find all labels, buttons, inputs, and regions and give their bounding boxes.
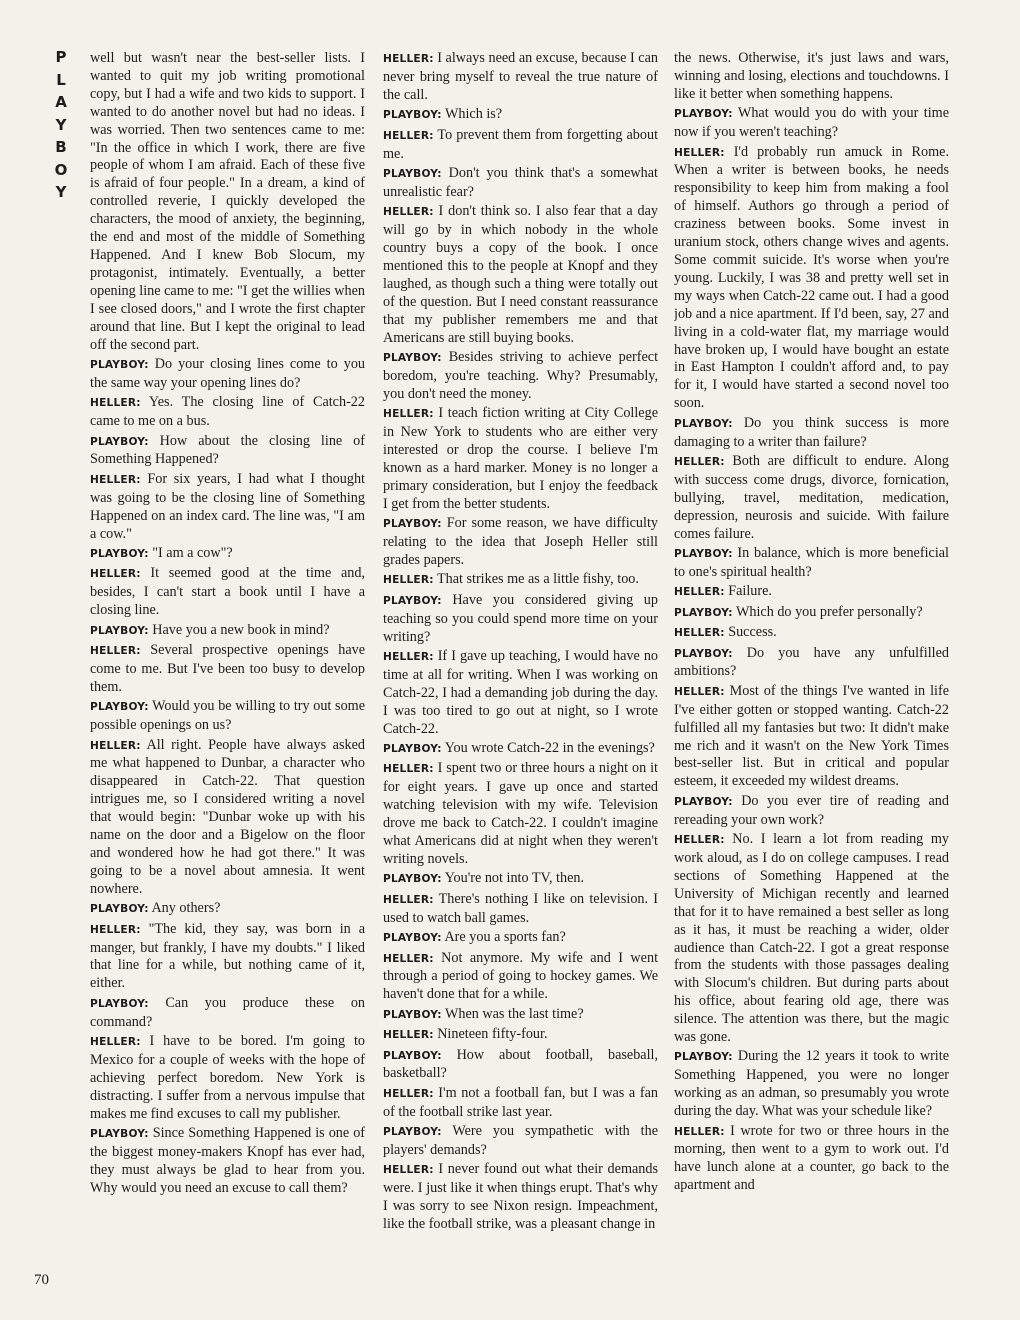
paragraph-text: How about football, baseball, basketball? [383,1046,658,1082]
interview-paragraph [383,1161,658,1234]
interview-paragraph [674,105,949,142]
paragraph-text: In balance, which is more beneficial to one's spiritual health? [674,544,949,580]
paragraph-text: I'm not a football fan, but I was a fan of the football strike last year. [383,1084,658,1120]
speaker-label: HELLER: [383,1087,434,1100]
speaker-label: HELLER: [383,1164,434,1177]
interview-paragraph [383,929,658,948]
paragraph-text: Can you produce these on command? [90,994,365,1030]
interview-paragraph [383,760,658,868]
interview-paragraph [90,433,365,470]
speaker-label: HELLER: [90,1036,141,1049]
interview-paragraph [383,891,658,928]
paragraph-text: That strikes me as a little fishy, too. [436,571,639,588]
paragraph-text: Yes. The closing line of Catch-22 came to me on a bus. [90,394,365,430]
paragraph-text: I never found out what their demands were. I just like it when things erupt. That's why I was sorry to see Nixon resign. Impeachment, like the football strike, was a pleasant change in [383,1161,658,1233]
interview-paragraph [383,950,658,1005]
interview-paragraph [383,1085,658,1122]
interview-paragraph [674,624,949,643]
speaker-label: HELLER: [383,1029,434,1042]
speaker-label: HELLER: [674,1125,725,1138]
speaker-label: PLAYBOY: [383,109,442,122]
paragraph-text: I have to be bored. I'm going to Mexico for a couple of weeks with the hope of achieving perfect boredom. New York is distracting. I suffer from a nervous impulse that makes me find excuses to call my publisher. [90,1033,365,1122]
paragraph-text: I always need an excuse, because I can never bring myself to reveal the true nature of the call. [383,50,658,103]
paragraph-text: Do you think success is more damaging to a writer than failure? [674,414,949,450]
interview-paragraph [674,1048,949,1121]
interview-paragraph [383,1006,658,1025]
paragraph-text: the news. Otherwise, it's just laws and wars, winning and losing, elections and touchdowns. I like it better when something happens. [674,50,949,102]
interview-paragraph [90,737,365,899]
brand-letter: A [55,93,67,111]
paragraph-text: Don't you think that's a somewhat unrealistic fear? [383,164,658,200]
speaker-label: PLAYBOY: [90,624,149,637]
paragraph-text: well but wasn't near the best-seller lists. I wanted to quit my job writing promotional copy, but I had a wife and two kids to support. I wanted to do another novel but had no ideas. I was worried. Then two sentences came to me: "In the office in which I work, there are five people of whom I am afraid. Each of these five is afraid of four people." In a dream, a kind of controlled reverie, I quickly developed the characters, the mood of anxiety, the beginning, the end and most of the middle of Something Happened. And I knew Bob Slocum, my protagonist, intimately. Eventually, a better opening line came to me: "I get the willies when I see closed doors," and I wrote the first chapter around that line. But I kept the original to lead off the second part. [90,50,365,353]
paragraph-text: Which is? [444,106,503,123]
interview-paragraph [90,471,365,544]
interview-paragraph [90,565,365,620]
brand-letter: Y [55,183,67,201]
speaker-label: HELLER: [90,645,141,657]
speaker-label: HELLER: [383,129,434,142]
paragraph-text: Failure. [728,583,772,600]
paragraph-text: Any others? [151,900,221,917]
interview-paragraph [383,1047,658,1084]
speaker-label: PLAYBOY: [383,167,442,180]
interview-paragraph [383,1123,658,1160]
interview-paragraph [383,740,658,759]
text-column-2 [383,50,658,1312]
paragraph-text: How about the closing line of Something Happened? [90,432,365,468]
paragraph-text: I teach fiction writing at City College in New York to students who are either very interested or drop the course. I believe I'm known as a hard marker. Money is no longer a primary consideration, but I enjoy the feedback I get from the better students. [383,405,658,512]
speaker-label: HELLER: [383,651,434,663]
brand-letter: Y [55,115,67,134]
speaker-label: PLAYBOY: [383,1049,442,1062]
speaker-label: HELLER: [90,923,141,936]
speaker-label: PLAYBOY: [90,358,149,371]
speaker-label: HELLER: [90,473,141,486]
magazine-brand-vertical [52,46,70,204]
interview-paragraph [383,203,658,347]
interview-paragraph [674,1123,949,1196]
interview-paragraph [90,921,365,994]
speaker-label: HELLER: [674,586,725,599]
speaker-label: HELLER: [674,146,725,159]
interview-paragraph [674,831,949,1047]
speaker-label: PLAYBOY: [674,547,733,560]
interview-paragraph [674,545,949,582]
paragraph-text: I spent two or three hours a night on it for eight years. I gave up once and started watching television with my wife. Television drove me back to Catch-22. I couldn't imagine what Americans did at night when they weren't writing novels. [383,760,658,867]
paragraph-text: Since Something Happened is one of the biggest money-makers Knopf has ever had, they must always be glad to hear from you. Why would you need an excuse to call them? [90,1125,365,1196]
speaker-label: HELLER: [383,952,434,965]
speaker-label: PLAYBOY: [90,701,149,714]
interview-paragraph [383,405,658,513]
interview-paragraph [383,106,658,125]
paragraph-text: I wrote for two or three hours in the morning, then went to a gym to work out. I'd have lunch alone at a counter, go back to the apartment and [674,1122,949,1194]
interview-paragraph [90,900,365,919]
interview-paragraph [674,415,949,452]
interview-paragraph [90,356,365,393]
interview-paragraph [674,604,949,623]
speaker-label: HELLER: [90,397,141,410]
paragraph-text: Do you ever tire of reading and rereading your own work? [674,792,949,828]
brand-letter: P [55,48,67,66]
paragraph-text: Nineteen fifty-four. [437,1026,548,1043]
paragraph-text: "I am a cow"? [152,544,233,561]
speaker-label: HELLER: [674,627,725,640]
paragraph-text: Were you sympathetic with the players' demands? [383,1123,658,1159]
speaker-label: HELLER: [383,574,434,587]
speaker-label: PLAYBOY: [383,1008,442,1021]
interview-paragraph [383,571,658,590]
paragraph-text: It seemed good at the time and, besides, I can't start a book until I have a closing line. [90,565,365,619]
interview-paragraph [674,453,949,544]
paragraph-text: If I gave up teaching, I would have no time at all for writing. When I was working on Catch-22, I had a demanding job during the day. I was too tired to go out at night, so I wrote Catch-22. [383,648,658,737]
paragraph-text: To prevent them from forgetting about me. [383,126,658,162]
speaker-label: HELLER: [674,685,725,698]
speaker-label: HELLER: [383,408,434,421]
interview-paragraph [383,349,658,404]
speaker-label: PLAYBOY: [674,647,733,660]
speaker-label: PLAYBOY: [674,417,733,430]
paragraph-text: Would you be willing to try out some possible openings on us? [90,698,365,734]
interview-paragraph [90,394,365,431]
continued-paragraph [674,50,949,104]
interview-paragraph [383,50,658,105]
paragraph-text: Do you have any unfulfilled ambitions? [674,644,949,680]
interview-paragraph [90,1125,365,1198]
speaker-label: PLAYBOY: [383,594,442,607]
paragraph-text: Both are difficult to endure. Along with success come drugs, divorce, fornication, bullying, travel, meditation, medication, depression, neurosis and suicide. With failure comes failure. [674,452,949,542]
brand-letter: B [55,138,67,156]
paragraph-text: All right. People have always asked me what happened to Dunbar, a character who disappeared in Catch-22. That question intrigues me, so I considered writing a novel that would begin: "Dunbar woke up with his name on the door and a Bigelow on the floor and wondered how he had got there." It was going to be a novel about amnesia. It went nowhere. [90,736,365,897]
paragraph-text: Success. [728,624,777,641]
speaker-label: PLAYBOY: [674,795,733,808]
brand-letter: L [56,70,66,89]
speaker-label: PLAYBOY: [674,606,733,619]
interview-paragraph [90,622,365,641]
speaker-label: PLAYBOY: [90,997,149,1010]
speaker-label: PLAYBOY: [674,1051,733,1064]
speaker-label: PLAYBOY: [90,435,149,448]
interview-paragraph [90,698,365,735]
speaker-label: PLAYBOY: [383,518,442,531]
interview-paragraph [383,165,658,202]
paragraph-text: Several prospective openings have come to me. But I've been too busy to develop them. [90,642,365,695]
paragraph-text: Have you considered giving up teaching so you could spend more time on your writing? [383,591,658,645]
speaker-label: PLAYBOY: [674,108,733,121]
paragraph-text: No. I learn a lot from reading my work aloud, as I do on college campuses. I read sections of Something Happened at the University of Michigan recently and learned that for it to have remained a best seller as long as it has, it must be reaching a wider, older audience than Catch-22. I got a great response from the students with those passages dealing with Slocum's children. But during parts about his office, about fearing old age, there was silence. The attention was there, but the magic was gone. [674,831,949,1046]
speaker-label: HELLER: [90,739,141,752]
paragraph-text: Which do you prefer personally? [735,603,923,620]
continued-paragraph [90,50,365,354]
speaker-label: PLAYBOY: [383,743,442,756]
paragraph-text: You wrote Catch-22 in the evenings? [444,740,655,757]
speaker-label: PLAYBOY: [90,1128,149,1141]
speaker-label: HELLER: [674,455,725,468]
speaker-label: PLAYBOY: [383,352,442,364]
interview-paragraph [383,515,658,570]
page-number: 70 [34,1272,49,1288]
speaker-label: HELLER: [383,206,434,219]
speaker-label: HELLER: [383,763,434,776]
paragraph-text: "The kid, they say, was born in a manger, but frankly, I have my doubts." I liked that line for a while, but nothing came of it, either. [90,920,365,992]
paragraph-text: Are you a sports fan? [444,929,566,946]
paragraph-text: Have you a new book in mind? [152,621,330,638]
interview-paragraph [383,1026,658,1045]
paragraph-text: For some reason, we have difficulty relating to the idea that Joseph Heller still grades papers. [383,515,658,568]
paragraph-text: What would you do with your time now if you weren't teaching? [674,105,949,141]
interview-paragraph [383,648,658,739]
interview-paragraph [90,545,365,564]
interview-paragraph [674,144,949,414]
speaker-label: HELLER: [674,834,725,847]
interview-paragraph [90,1033,365,1124]
paragraph-text: Most of the things I've wanted in life I've either gotten or stopped wanting. Catch-22 fulfilled all my fantasies but two: It didn't make me rich and it wasn't on the New York Times best-seller list. But in critical and popular esteem, it exceeded my wildest dreams. [674,682,949,790]
paragraph-text: I'd probably run amuck in Rome. When a writer is between books, he needs responsibility to keep him from making a fool of himself. Authors go through a period of craziness between books. Some invest in uranium stock, others change wives and agents. Some commit suicide. It's worse when you're young. Luckily, I was 38 and pretty well set in my ways when Catch-22 came out. I had a good job and a nice apartment. If I'd been, say, 27 and living in a cold-water flat, my marriage would have broken up, I would have bought an estate in East Hampton I couldn't afford and, to pay for it, I would have started a second novel too soon. [674,143,949,412]
speaker-label: HELLER: [383,53,434,65]
interview-paragraph [674,683,949,791]
speaker-label: PLAYBOY: [90,547,149,560]
speaker-label: PLAYBOY: [383,873,442,886]
paragraph-text: Do your closing lines come to you the same way your opening lines do? [90,355,365,391]
interview-paragraph [90,995,365,1032]
speaker-label: PLAYBOY: [90,903,149,916]
text-column-1 [90,50,365,1312]
speaker-label: HELLER: [90,568,141,581]
paragraph-text: During the 12 years it took to write Something Happened, you were no longer working as an adman, so presumably you wrote during the day. What was your schedule like? [674,1048,949,1120]
paragraph-text: There's nothing I like on television. I used to watch ball games. [383,890,658,926]
interview-paragraph [383,592,658,647]
paragraph-text: When was the last time? [444,1005,584,1022]
paragraph-text: You're not into TV, then. [444,870,585,887]
interview-paragraph [674,583,949,602]
paragraph-text: For six years, I had what I thought was going to be the closing line of Something Happened on an index card. The line was, "I am a cow." [90,470,365,542]
interview-paragraph [383,127,658,164]
interview-paragraph [90,642,365,697]
interview-paragraph [383,870,658,889]
speaker-label: PLAYBOY: [383,1126,442,1139]
paragraph-text: Not anymore. My wife and I went through a period of going to hockey games. We haven't done that for a while. [383,949,658,1003]
brand-letter: O [54,160,68,179]
interview-paragraph [674,645,949,682]
paragraph-text: I don't think so. I also fear that a day will go by in which nobody in the whole country buys a copy of the book. I once mentioned this to the people at Knopf and they laughed, as though such a thing were totally out of the question. But I need constant reassurance that my publisher remembers me and that Americans are still buying books. [383,203,658,346]
text-column-3 [674,50,949,1312]
speaker-label: HELLER: [383,893,434,906]
interview-paragraph [674,793,949,830]
paragraph-text: Besides striving to achieve perfect boredom, you're teaching. Why? Presumably, you don't need the money. [383,349,658,402]
speaker-label: PLAYBOY: [383,932,442,945]
